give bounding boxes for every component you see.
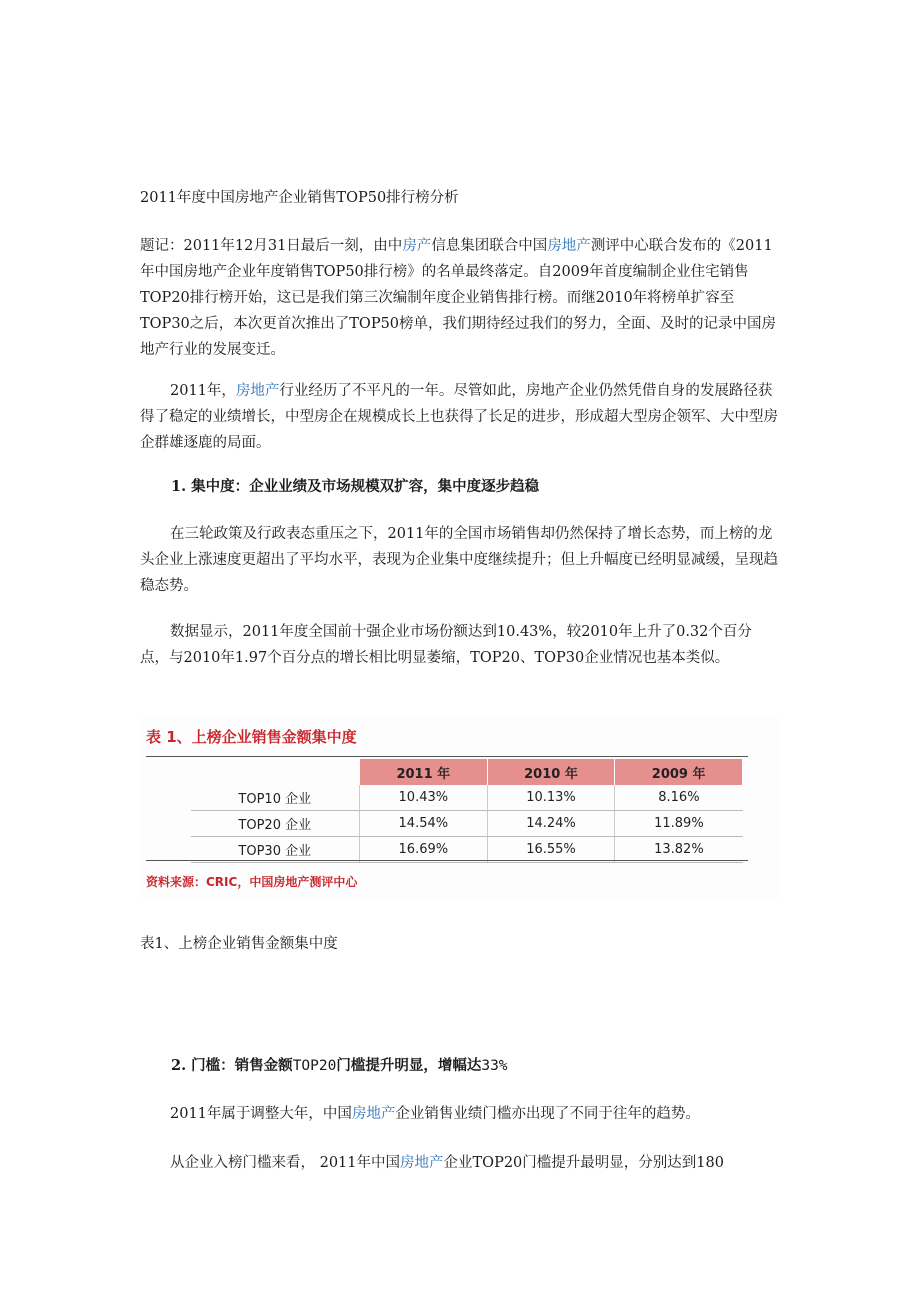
document-title: 2011年度中国房地产企业销售TOP50排行榜分析 <box>140 190 459 206</box>
paragraph-4: 数据显示，2011年度全国前十强企业市场份额达到10.43%，较2010年上升了0.32个百分点，与2010年1.97个百分点的增长相比明显萎缩，TOP20、TOP30企业情况也基本类似。 <box>140 624 752 666</box>
table-row <box>191 837 743 863</box>
table-top-rule <box>146 756 748 757</box>
table-header-row <box>191 759 743 785</box>
link-fangdichan[interactable]: 房地产 <box>400 1155 444 1171</box>
table-header-cell: 2009 年 <box>615 759 743 785</box>
heading2-text-2: 门槛提升明显，增幅达 <box>336 1057 482 1074</box>
table-cell: 11.89% <box>615 811 743 837</box>
table-cell: 14.54% <box>360 811 488 837</box>
table-cell: TOP10 企业 <box>191 785 360 811</box>
para5-text-1: 2011年属于调整大年，中国 <box>170 1106 352 1122</box>
paragraph-3: 在三轮政策及行政表态重压之下，2011年的全国市场销售却仍然保持了增长态势，而上榜的龙头企业上涨速度更超出了平均水平，表现为企业集中度继续提升；但上升幅度已经明显减缓，呈现趋稳态势。 <box>140 526 778 594</box>
heading2-mono: TOP20 <box>292 1058 337 1074</box>
link-fangchan[interactable]: 房产 <box>402 238 432 254</box>
table-header-cell: 2011 年 <box>360 759 488 785</box>
link-fangdichan[interactable]: 房地产 <box>235 383 280 399</box>
para5-text-2: 企业销售业绩门槛亦出现了不同于往年的趋势。 <box>395 1106 700 1122</box>
table-cell: 10.43% <box>360 785 488 811</box>
table-cell: TOP30 企业 <box>191 837 360 863</box>
table-header-cell <box>191 759 360 785</box>
table-cell: 16.55% <box>487 837 615 863</box>
section-heading-1: 1. 集中度：企业业绩及市场规模双扩容，集中度逐步趋稳 <box>171 478 540 495</box>
table-cell: 16.69% <box>360 837 488 863</box>
table-source: 资料来源：CRIC，中国房地产测评中心 <box>146 875 358 889</box>
section-heading-2 <box>171 1053 508 1079</box>
para2-text-1: 2011年， <box>170 383 236 399</box>
concentration-table <box>190 759 743 863</box>
table-row <box>191 811 743 837</box>
link-fangdichan[interactable]: 房地产 <box>351 1106 396 1122</box>
table-cell: 10.13% <box>487 785 615 811</box>
intro-text-3: 测评中心联合发布的《2011年中国房地产企业年度销售TOP50排行榜》的名单最终落定。自2009年首度编制企业住宅销售TOP20排行榜开始，这已是我们第三次编制年度企业销售排行榜。而继2010年将榜单扩容至TOP30之后，本次更首次推出了TOP50榜单，我们期待经过我们的努力，全面、及时的记录中国房地产行业的发展变迁。 <box>140 238 777 358</box>
intro-text-1: 题记：2011年12月31日最后一刻，由中 <box>140 238 403 254</box>
heading2-text-1: 2. 门槛：销售金额 <box>171 1057 293 1074</box>
intro-text-2: 信息集团联合中国 <box>431 238 548 254</box>
paragraph-5 <box>140 1101 780 1127</box>
table-cell: 13.82% <box>615 837 743 863</box>
table-row <box>191 785 743 811</box>
para6-text-1: 从企业入榜门槛来看， 2011年中国 <box>170 1155 401 1171</box>
table-cell: 8.16% <box>615 785 743 811</box>
heading2-mono-2: 33% <box>481 1058 508 1074</box>
paragraph-6 <box>140 1150 780 1176</box>
paragraph-2 <box>140 378 780 456</box>
table-caption: 表1、上榜企业销售金额集中度 <box>140 936 338 952</box>
table-cell: TOP20 企业 <box>191 811 360 837</box>
intro-paragraph <box>140 233 780 363</box>
para2-text-2: 行业经历了不平凡的一年。尽管如此，房地产企业仍然凭借自身的发展路径获得了稳定的业绩增长，中型房企在规模成长上也获得了长足的进步，形成超大型房企领军、大中型房企群雄逐鹿的局面。 <box>140 383 778 451</box>
table-bottom-rule <box>146 860 748 861</box>
table-header-cell: 2010 年 <box>487 759 615 785</box>
table-cell: 14.24% <box>487 811 615 837</box>
table-title: 表 1、上榜企业销售金额集中度 <box>146 728 357 746</box>
para6-text-2: 企业TOP20门槛提升最明显，分别达到180 <box>443 1155 724 1171</box>
table-figure <box>140 718 780 898</box>
link-fangdichan[interactable]: 房地产 <box>547 238 591 254</box>
